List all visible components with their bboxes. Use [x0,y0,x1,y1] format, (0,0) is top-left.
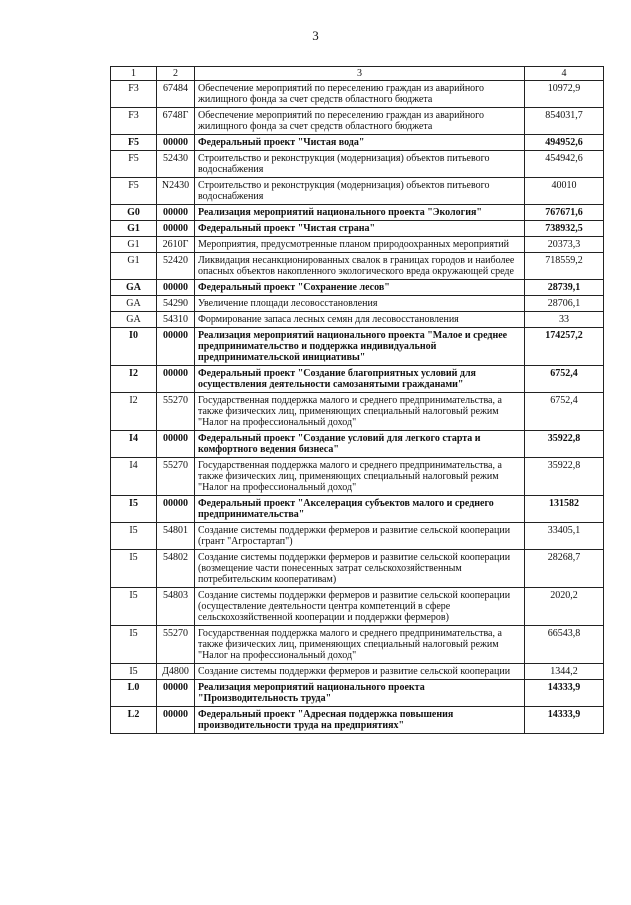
item-amount: 14333,9 [525,707,604,734]
header-col-4: 4 [525,67,604,81]
item-description: Создание системы поддержки фермеров и развитие сельской кооперации [195,664,525,680]
item-amount: 454942,6 [525,151,604,178]
subcode: 00000 [157,496,195,523]
item-description: Создание системы поддержки фермеров и развитие сельской кооперации (возмещение части понесенных затрат сельскохозяйственным потребительским кооперативам) [195,550,525,588]
subcode: 55270 [157,458,195,496]
item-amount: 718559,2 [525,253,604,280]
section-code: F3 [111,108,157,135]
item-description: Реализация мероприятий национального проекта "Малое и среднее предпринимательство и поддержка индивидуальной предпринимательской инициативы" [195,328,525,366]
item-description: Создание системы поддержки фермеров и развитие сельской кооперации (осуществление деятельности центра компетенций в сфере сельскохозяйственной кооперации и поддержки фермеров) [195,588,525,626]
section-code: I5 [111,550,157,588]
section-code: F5 [111,135,157,151]
table-row [111,108,604,135]
item-description: Обеспечение мероприятий по переселению граждан из аварийного жилищного фонда за счет средств областного бюджета [195,81,525,108]
section-code: I2 [111,366,157,393]
section-code: GA [111,312,157,328]
budget-table [110,66,604,734]
subcode: 00000 [157,205,195,221]
subcode: 54290 [157,296,195,312]
section-code: L0 [111,680,157,707]
item-description: Ликвидация несанкционированных свалок в границах городов и наиболее опасных объектов накопленного экологического вреда окружающей среде [195,253,525,280]
item-description: Создание системы поддержки фермеров и развитие сельской кооперации (грант "Агростартап") [195,523,525,550]
table-row [111,626,604,664]
item-description: Федеральный проект "Сохранение лесов" [195,280,525,296]
section-code: G0 [111,205,157,221]
section-code: F3 [111,81,157,108]
subcode: 54310 [157,312,195,328]
item-description: Мероприятия, предусмотренные планом природоохранных мероприятий [195,237,525,253]
item-amount: 35922,8 [525,431,604,458]
table-row [111,664,604,680]
table-row [111,151,604,178]
subcode: 54803 [157,588,195,626]
header-col-3: 3 [195,67,525,81]
item-description: Строительство и реконструкция (модернизация) объектов питьевого водоснабжения [195,151,525,178]
section-code: G1 [111,253,157,280]
table-row [111,393,604,431]
item-amount: 33 [525,312,604,328]
subcode: 55270 [157,626,195,664]
item-description: Государственная поддержка малого и среднего предпринимательства, а также физических лиц, применяющих специальный налоговый режим "Налог на профессиональный доход" [195,393,525,431]
section-code: I5 [111,523,157,550]
table-header-row [111,67,604,81]
table-row [111,253,604,280]
table-row [111,296,604,312]
item-description: Обеспечение мероприятий по переселению граждан из аварийного жилищного фонда за счет средств областного бюджета [195,108,525,135]
table-row [111,205,604,221]
item-amount: 28268,7 [525,550,604,588]
subcode: 55270 [157,393,195,431]
table-row [111,707,604,734]
item-amount: 28739,1 [525,280,604,296]
section-code: I4 [111,458,157,496]
table-row [111,312,604,328]
section-code: I4 [111,431,157,458]
section-code: F5 [111,178,157,205]
item-amount: 6752,4 [525,393,604,431]
subcode: 00000 [157,707,195,734]
item-description: Формирование запаса лесных семян для лесовосстановления [195,312,525,328]
subcode: 54802 [157,550,195,588]
item-amount: 2020,2 [525,588,604,626]
table-row [111,178,604,205]
table-row [111,523,604,550]
subcode: 00000 [157,221,195,237]
subcode: 00000 [157,328,195,366]
subcode: 67484 [157,81,195,108]
item-amount: 174257,2 [525,328,604,366]
table-row [111,680,604,707]
section-code: I5 [111,588,157,626]
item-amount: 6752,4 [525,366,604,393]
section-code: L2 [111,707,157,734]
table-row [111,431,604,458]
header-col-2: 2 [157,67,195,81]
subcode: 00000 [157,366,195,393]
subcode: 00000 [157,135,195,151]
table-row [111,81,604,108]
section-code: I5 [111,664,157,680]
item-description: Федеральный проект "Чистая вода" [195,135,525,151]
item-amount: 66543,8 [525,626,604,664]
item-description: Федеральный проект "Адресная поддержка повышения производительности труда на предприятиях" [195,707,525,734]
item-amount: 738932,5 [525,221,604,237]
table-row [111,588,604,626]
page-number: 3 [312,28,319,43]
subcode: 6748Г [157,108,195,135]
item-description: Увеличение площади лесовосстановления [195,296,525,312]
item-amount: 14333,9 [525,680,604,707]
section-code: GA [111,296,157,312]
item-amount: 40010 [525,178,604,205]
section-code: I5 [111,496,157,523]
item-amount: 854031,7 [525,108,604,135]
subcode: 00000 [157,431,195,458]
item-description: Реализация мероприятий национального проекта "Производительность труда" [195,680,525,707]
section-code: I2 [111,393,157,431]
item-amount: 33405,1 [525,523,604,550]
table-row [111,550,604,588]
section-code: GA [111,280,157,296]
subcode: N2430 [157,178,195,205]
table-row [111,458,604,496]
section-code: G1 [111,221,157,237]
table-row [111,328,604,366]
item-amount: 767671,6 [525,205,604,221]
section-code: G1 [111,237,157,253]
item-amount: 10972,9 [525,81,604,108]
subcode: Д4800 [157,664,195,680]
subcode: 00000 [157,280,195,296]
section-code: I0 [111,328,157,366]
item-amount: 20373,3 [525,237,604,253]
item-description: Реализация мероприятий национального проекта "Экология" [195,205,525,221]
item-description: Федеральный проект "Чистая страна" [195,221,525,237]
subcode: 2610Г [157,237,195,253]
item-amount: 1344,2 [525,664,604,680]
header-col-1: 1 [111,67,157,81]
item-description: Федеральный проект "Создание благоприятных условий для осуществления деятельности самозанятыми гражданами" [195,366,525,393]
table-row [111,221,604,237]
item-description: Государственная поддержка малого и среднего предпринимательства, а также физических лиц, применяющих специальный налоговый режим "Налог на профессиональный доход" [195,458,525,496]
subcode: 52420 [157,253,195,280]
table-row [111,496,604,523]
item-description: Государственная поддержка малого и среднего предпринимательства, а также физических лиц, применяющих специальный налоговый режим "Налог на профессиональный доход" [195,626,525,664]
section-code: I5 [111,626,157,664]
table-row [111,135,604,151]
subcode: 52430 [157,151,195,178]
section-code: F5 [111,151,157,178]
subcode: 00000 [157,680,195,707]
table-row [111,237,604,253]
item-description: Федеральный проект "Создание условий для легкого старта и комфортного ведения бизнеса" [195,431,525,458]
item-amount: 35922,8 [525,458,604,496]
subcode: 54801 [157,523,195,550]
item-amount: 494952,6 [525,135,604,151]
table-row [111,366,604,393]
table-body [111,81,604,734]
item-description: Строительство и реконструкция (модернизация) объектов питьевого водоснабжения [195,178,525,205]
item-description: Федеральный проект "Акселерация субъектов малого и среднего предпринимательства" [195,496,525,523]
table-row [111,280,604,296]
item-amount: 131582 [525,496,604,523]
item-amount: 28706,1 [525,296,604,312]
